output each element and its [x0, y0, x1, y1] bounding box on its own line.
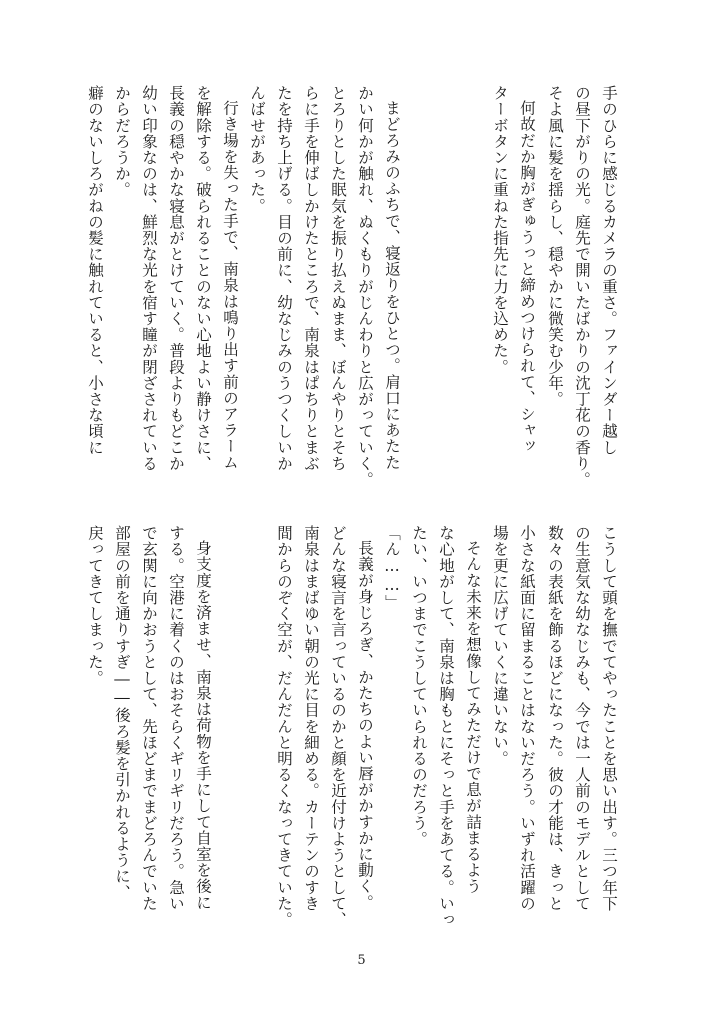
text-column: 場を更に広げていくに違いない。	[491, 525, 509, 767]
text-column: ターボタンに重ねた指先に力を込めた。	[491, 85, 509, 375]
text-column: そんな未来を想像してみただけで息が詰まるよう	[464, 540, 482, 895]
text-column: たを持ち上げる。目の前に、幼なじみのうつくしいか	[275, 85, 293, 472]
text-column: 手のひらに感じるカメラの重さ。ファインダー越し	[600, 85, 618, 456]
text-column: とろりとした眠気を振り払えぬまま、ぼんやりとそち	[329, 85, 347, 472]
text-column: 「ん……」	[383, 525, 401, 611]
text-column: を解除する。破られることのない心地よい静けさに、	[194, 85, 212, 472]
text-column: どんな寝言を言っているのかと顔を近付けようとして、	[329, 525, 347, 928]
text-column: 長義が身じろぎ、かたちのよい唇がかすかに動く。	[356, 540, 374, 911]
text-column: かい何かが触れ、ぬくもりがじんわりと広がっていく。	[356, 85, 374, 488]
text-column: 戻ってきてしまった。	[86, 525, 104, 686]
text-column: 行き場を失った手で、南泉は鳴り出す前のアラーム	[221, 100, 239, 471]
text-column: 部屋の前を通りすぎ――後ろ髪を引かれるように、	[113, 525, 131, 901]
text-column: な心地がして、南泉は胸もとにそっと手をあてる。いっ	[437, 525, 455, 928]
page-number: 5	[357, 953, 366, 968]
text-column: 小さな紙面に留まることはないだろう。いずれ活躍の	[518, 525, 536, 912]
text-column: そよ風に髪を揺らし、穏やかに微笑む少年。	[546, 85, 564, 407]
text-column: まどろみのふちで、寝返りをひとつ。肩口にあたた	[383, 100, 401, 471]
text-column: たい、いつまでこうしていられるのだろう。	[410, 525, 428, 847]
text-column: こうして頭を撫でてやったことを思い出す。三つ年下	[600, 525, 618, 912]
text-column: 間からのぞく空が、だんだんと明るくなってきていた。	[275, 525, 293, 928]
text-column: する。空港に着くのはおそらくギリギリだろう。急い	[167, 525, 185, 912]
text-column: の昼下がりの光。庭先で開いたばかりの沈丁花の香り。	[573, 85, 591, 488]
text-column: からだろうか。	[113, 85, 131, 198]
text-column: 幼い印象なのは、鮮烈な光を宿す瞳が閉ざされている	[140, 85, 158, 472]
text-column: 癖のないしろがねの髪に触れていると、小さな頃に	[86, 85, 104, 456]
text-column: 何故だか胸がぎゅうっと締めつけられて、シャッ	[518, 100, 536, 455]
text-column: 数々の表紙を飾るほどになった。彼の才能は、きっと	[546, 525, 564, 912]
text-column: らに手を伸ばしかけたところで、南泉はぱちりとまぶ	[302, 85, 320, 472]
text-column: 南泉はまばゆい朝の光に目を細める。カーテンのすき	[302, 525, 320, 912]
text-column: んばせがあった。	[248, 85, 266, 214]
text-column: の生意気な幼なじみも、今では一人前のモデルとして	[573, 525, 591, 912]
text-column: 長義の穏やかな寝息がとけていく。普段よりもどこか	[167, 85, 185, 472]
text-column: 身支度を済ませ、南泉は荷物を手にして自室を後に	[194, 540, 212, 911]
text-column: で玄関に向かおうとして、先ほどまでまどろんでいた	[140, 525, 158, 912]
